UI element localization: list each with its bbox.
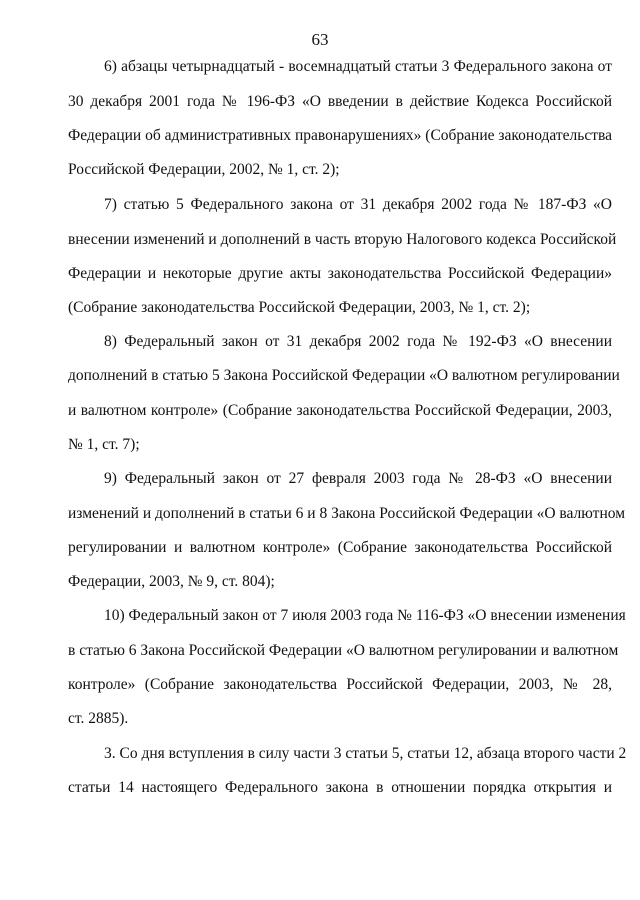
paragraph-item-7-line-1: 7) статью 5 Федерального закона от 31 декабря 2002 года № 187-ФЗ «О: [104, 196, 612, 213]
paragraph-item-6-line-4: Российской Федерации, 2002, № 1, ст. 2);: [68, 161, 340, 178]
paragraph-item-7-line-2: внесении изменений и дополнений в часть вторую Налогового кодекса Российской: [68, 231, 617, 248]
paragraph-item-8-line-1: 8) Федеральный закон от 31 декабря 2002 года № 192-ФЗ «О внесении: [104, 333, 612, 350]
paragraph-item-8-line-3: и валютном контроле» (Собрание законодательства Российской Федерации, 2003,: [68, 402, 612, 419]
paragraph-item-9-line-2: изменений и дополнений в статьи 6 и 8 Закона Российской Федерации «О валютном: [68, 505, 626, 522]
paragraph-item-7-line-3: Федерации и некоторые другие акты законодательства Российской Федерации»: [68, 265, 612, 282]
section-3-line-1: 3. Со дня вступления в силу части 3 статьи 5, статьи 12, абзаца второго части 2: [104, 745, 627, 762]
paragraph-item-6-line-2: 30 декабря 2001 года № 196-ФЗ «О введении в действие Кодекса Российской: [68, 93, 612, 110]
paragraph-item-8-line-4: № 1, ст. 7);: [68, 436, 140, 453]
paragraph-item-10-line-1: 10) Федеральный закон от 7 июля 2003 года № 116-ФЗ «О внесении изменения: [104, 607, 626, 624]
paragraph-item-9-line-3: регулировании и валютном контроле» (Собрание законодательства Российской: [68, 539, 612, 556]
section-3-line-2: статьи 14 настоящего Федерального закона в отношении порядка открытия и: [68, 779, 612, 796]
paragraph-item-9-line-1: 9) Федеральный закон от 27 февраля 2003 года № 28-ФЗ «О внесении: [104, 470, 612, 487]
paragraph-item-9-line-4: Федерации, 2003, № 9, ст. 804);: [68, 573, 275, 590]
paragraph-item-10-line-4: ст. 2885).: [68, 710, 129, 727]
page-number: 63: [311, 30, 329, 49]
paragraph-item-7-line-4: (Собрание законодательства Российской Федерации, 2003, № 1, ст. 2);: [68, 299, 531, 316]
paragraph-item-10-line-2: в статью 6 Закона Российской Федерации «О валютном регулировании и валютном: [68, 642, 619, 659]
paragraph-item-6-line-3: Федерации об административных правонарушениях» (Собрание законодательства: [68, 127, 612, 144]
paragraph-item-6-line-1: 6) абзацы четырнадцатый - восемнадцатый статьи 3 Федерального закона от: [104, 58, 612, 75]
paragraph-item-8-line-2: дополнений в статью 5 Закона Российской Федерации «О валютном регулировании: [68, 367, 620, 384]
paragraph-item-10-line-3: контроле» (Собрание законодательства Российской Федерации, 2003, № 28,: [68, 676, 612, 693]
